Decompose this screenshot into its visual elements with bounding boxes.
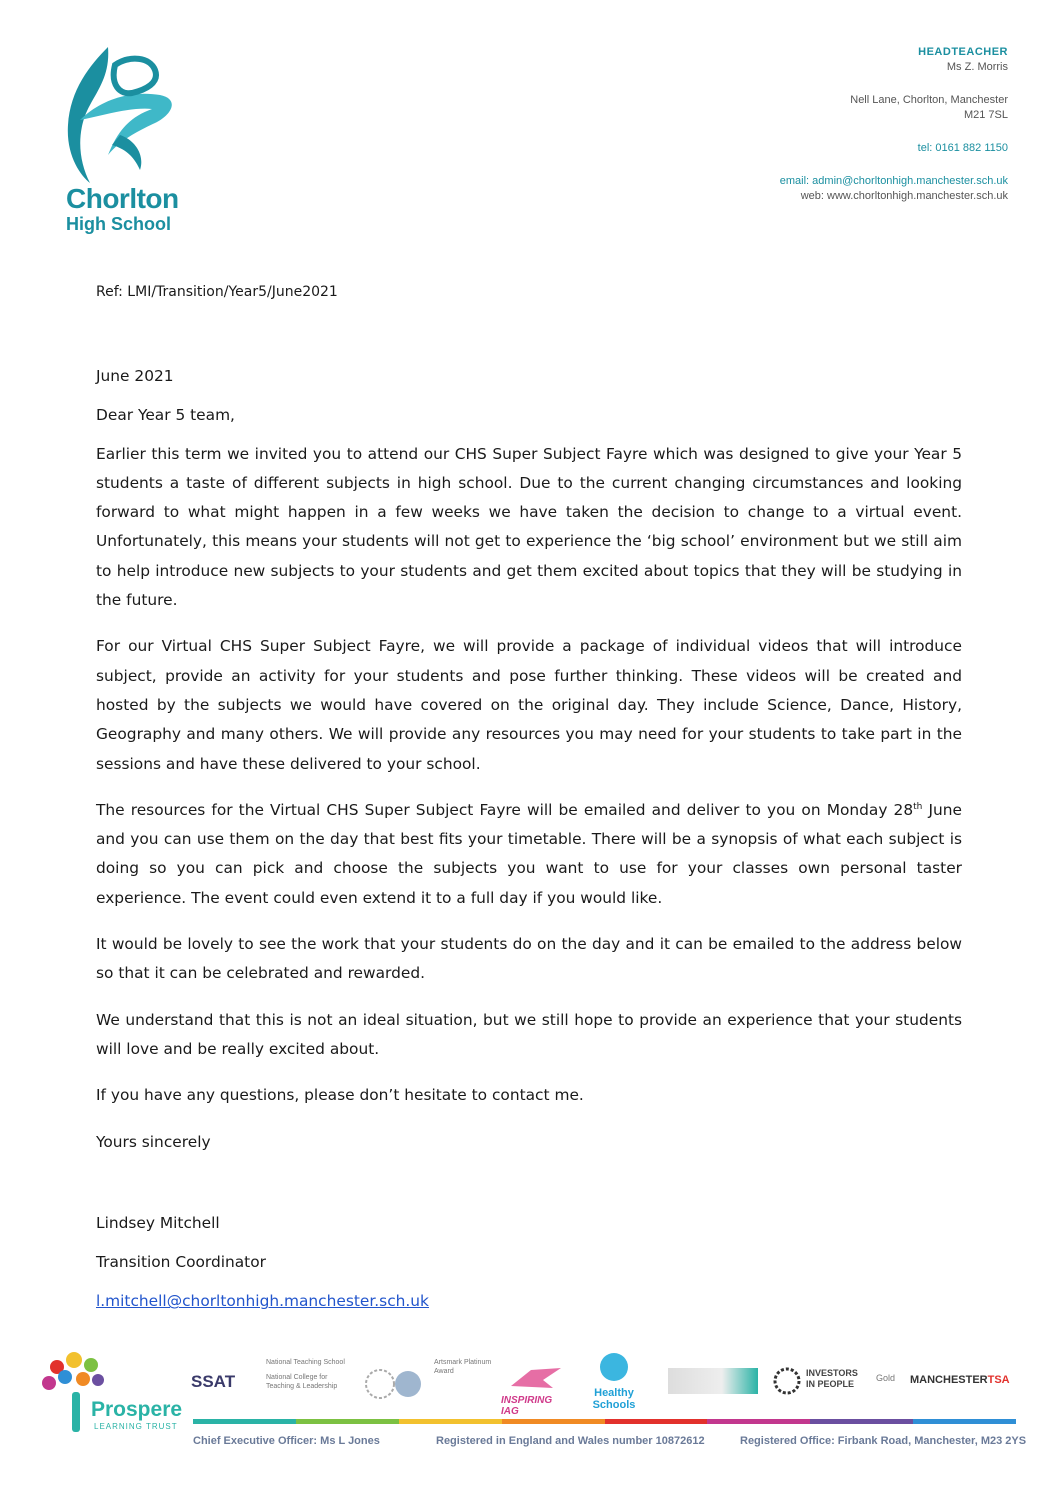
iip-icon bbox=[772, 1366, 802, 1396]
signer-email-link[interactable]: l.mitchell@chorltonhigh.manchester.sch.uk bbox=[96, 1292, 429, 1311]
closing: Yours sincerely bbox=[96, 1132, 211, 1151]
paragraph-4: It would be lovely to see the work that your students do on the day and it can be emailed to the address below so that it can be celebrated and rewarded. bbox=[96, 935, 962, 983]
star-icon bbox=[501, 1364, 571, 1390]
artsmark-icon bbox=[364, 1366, 424, 1402]
footer-stripe bbox=[193, 1419, 1016, 1424]
prospere-logo bbox=[36, 1350, 186, 1440]
ssat-logo: SSAT bbox=[191, 1372, 236, 1391]
letter-greeting: Dear Year 5 team, bbox=[96, 406, 235, 425]
inspiring-iag-badge bbox=[501, 1364, 571, 1424]
signature-block bbox=[96, 1209, 962, 1317]
address-line1: Nell Lane, Chorlton, Manchester bbox=[850, 94, 1008, 106]
mtsa-main: MANCHESTER bbox=[910, 1374, 988, 1386]
school-name bbox=[66, 185, 179, 233]
footer-logos bbox=[36, 1350, 1026, 1440]
healthy-schools-badge bbox=[574, 1352, 654, 1412]
healthy-schools-icon bbox=[594, 1352, 634, 1382]
contact-block bbox=[688, 45, 1008, 204]
artsmark-badge bbox=[364, 1366, 424, 1426]
registration-text: Registered in England and Wales number 10872612 bbox=[436, 1435, 705, 1447]
school-logo bbox=[60, 45, 190, 240]
ncl-text: National College for Teaching & Leadership bbox=[266, 1374, 338, 1390]
paragraph-3-start: The resources for the Virtual CHS Super Subject Fayre will be emailed and deliver to you on Monday 28 bbox=[96, 800, 914, 819]
paragraph-2: For our Virtual CHS Super Subject Fayre, we will provide a package of individual videos that will introduce subject, provide an activity for your students and pose further thinking. These videos will be created and hosted by the subjects we would have covered on the original day. They include Science, Dance, History, Geography and many others. We will provide any resources you may need for your students to take part in the sessions and have these delivered to your school. bbox=[96, 637, 962, 773]
trust-subtitle: LEARNING TRUST bbox=[94, 1422, 178, 1431]
paragraph-1: Earlier this term we invited you to attend our CHS Super Subject Fayre which was designed to give your Year 5 students a taste of different subjects in high school. Due to the current changing circumstances and looking forward to what might happen in a few weeks we have taken the decision to change to a virtual event. Unfortunately, this means your students will not get to experience the ‘big school’ environment but we still aim to help introduce new subjects to your students and get them excited about topics that they will be studying in the future. bbox=[96, 444, 962, 610]
ceo-text: Chief Executive Officer: Ms L Jones bbox=[193, 1435, 380, 1447]
school-name-line2: High School bbox=[66, 214, 171, 234]
teaching-school-badge bbox=[266, 1358, 356, 1418]
telephone: tel: 0161 882 1150 bbox=[917, 142, 1008, 154]
headteacher-title: HEADTEACHER bbox=[918, 46, 1008, 58]
quality-mark-badge bbox=[668, 1368, 758, 1394]
signer-name: Lindsey Mitchell bbox=[96, 1213, 220, 1232]
signer-title: Transition Coordinator bbox=[96, 1253, 266, 1272]
paragraph-6: If you have any questions, please don’t hesitate to contact me. bbox=[96, 1086, 584, 1105]
paragraph-3-superscript: th bbox=[913, 801, 923, 812]
registered-office-text: Registered Office: Firbank Road, Manchester, M23 2YS bbox=[740, 1435, 1027, 1447]
mtsa-accent: TSA bbox=[987, 1374, 1010, 1386]
school-email[interactable]: email: admin@chorltonhigh.manchester.sch.uk bbox=[779, 175, 1008, 187]
iip-line2: IN PEOPLE bbox=[806, 1379, 855, 1389]
paragraph-3-end: June and you can use them on the day that best fits your timetable. There will be a synopsis of what each subject is doing so you can pick and choose the subjects you want to use for your classes own personal taster experience. The event could even extend it to a full day if you would like. bbox=[96, 800, 962, 907]
manchester-tsa-logo bbox=[910, 1374, 1010, 1434]
address-line2: M21 7SL bbox=[963, 109, 1008, 121]
tree-icon bbox=[72, 1392, 80, 1432]
school-website[interactable]: web: www.chorltonhigh.manchester.sch.uk bbox=[800, 190, 1008, 202]
school-name-line1: Chorlton bbox=[66, 183, 179, 214]
letter-body bbox=[96, 362, 962, 1327]
artsmark-text: Artsmark Platinum Award bbox=[434, 1359, 492, 1375]
trust-name: Prospere bbox=[91, 1398, 183, 1421]
nts-text: National Teaching School bbox=[266, 1359, 345, 1366]
school-crest-icon bbox=[60, 45, 190, 185]
investors-in-people-badge bbox=[772, 1366, 896, 1426]
inspiring-text: INSPIRING IAG bbox=[501, 1395, 553, 1417]
letter-date: June 2021 bbox=[96, 367, 174, 385]
letter-reference: Ref: LMI/Transition/Year5/June2021 bbox=[96, 284, 338, 300]
paragraph-3 bbox=[96, 796, 962, 913]
paragraph-5: We understand that this is not an ideal situation, but we still hope to provide an experience that your students will love and be really excited about. bbox=[96, 1010, 962, 1058]
headteacher-name: Ms Z. Morris bbox=[946, 61, 1008, 73]
iip-line1: INVESTORS bbox=[806, 1368, 858, 1378]
iip-gold: Gold bbox=[876, 1373, 896, 1383]
healthy-schools-text: Healthy Schools bbox=[592, 1387, 636, 1411]
